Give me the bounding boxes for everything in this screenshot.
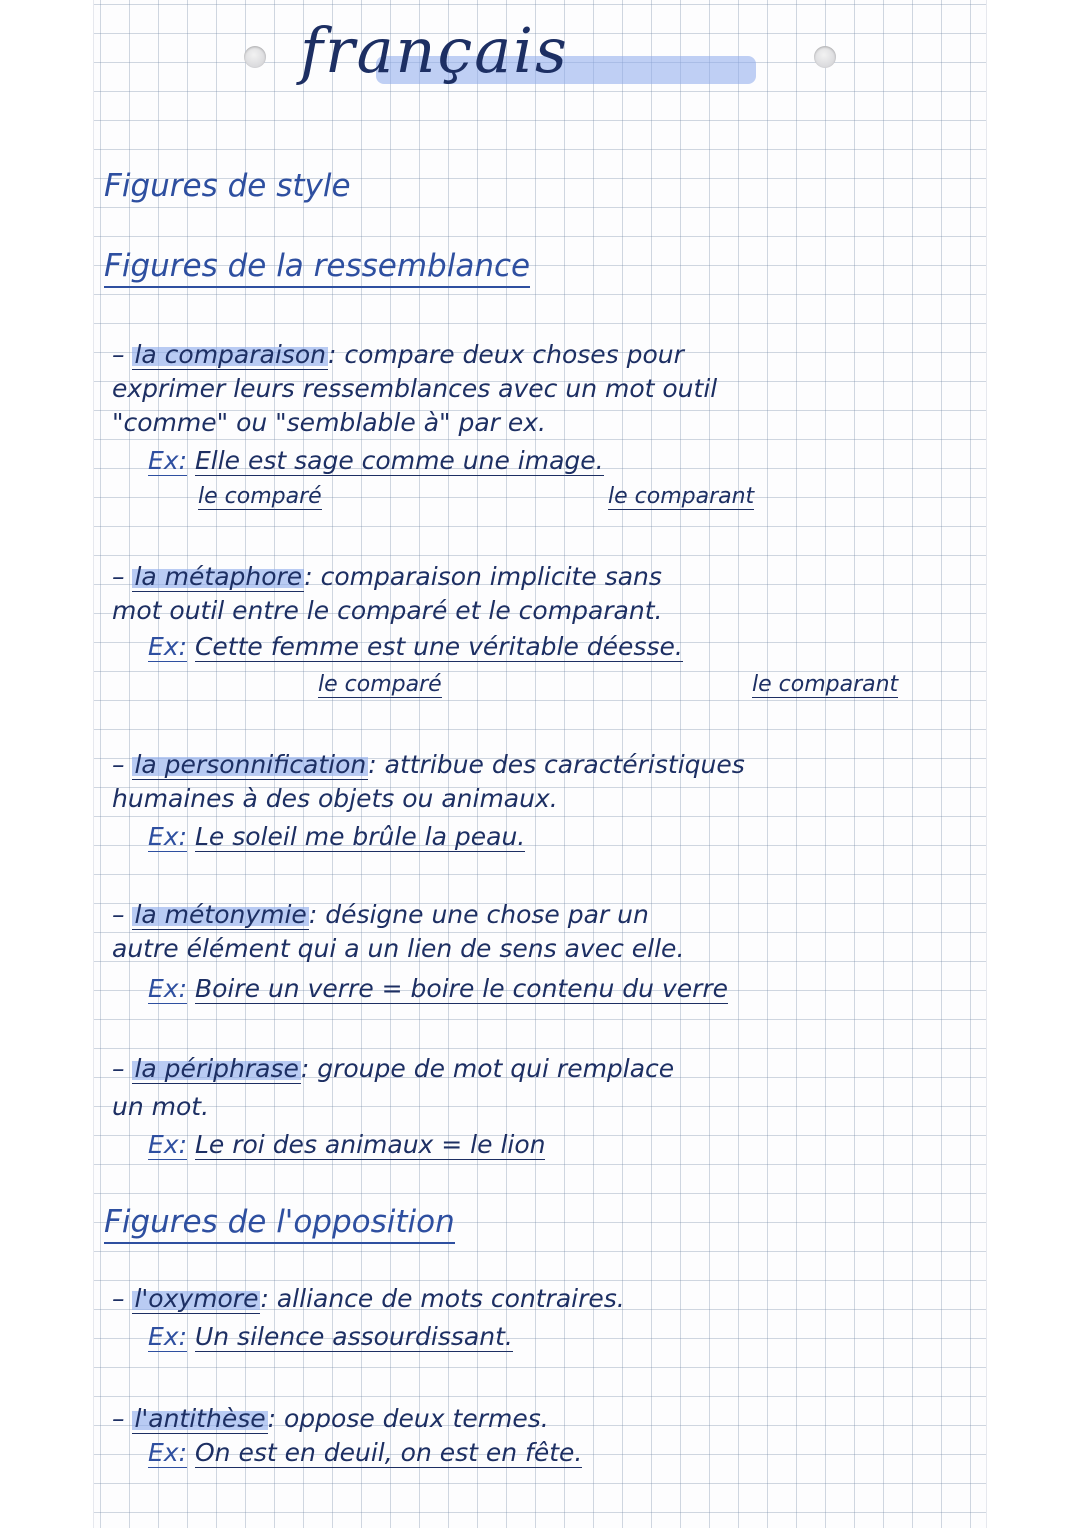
definition-line: : compare deux choses pour bbox=[327, 340, 684, 369]
example-text: Boire un verre = boire le contenu du verre bbox=[194, 974, 729, 1003]
role-comparing: le comparant bbox=[752, 672, 899, 697]
example-text: Le soleil me brûle la peau. bbox=[194, 822, 526, 851]
role-compared: le comparé bbox=[198, 484, 322, 509]
example-label: Ex: bbox=[148, 1130, 188, 1159]
example-text: Elle est sage comme une image. bbox=[194, 446, 604, 475]
example-text: On est en deuil, on est en fête. bbox=[194, 1438, 583, 1467]
punch-hole-right bbox=[814, 46, 836, 68]
example-text: Le roi des animaux = le lion bbox=[194, 1130, 546, 1159]
definition-line: : attribue des caractéristiques bbox=[368, 750, 745, 779]
term-label: l'antithèse bbox=[134, 1404, 266, 1433]
section-heading-resemblance: Figures de la ressemblance bbox=[104, 248, 530, 288]
role-comparing: le comparant bbox=[608, 484, 755, 509]
term-label: la comparaison bbox=[134, 340, 326, 369]
definition-line: : désigne une chose par un bbox=[308, 900, 649, 929]
definition-line: : groupe de mot qui remplace bbox=[300, 1054, 675, 1083]
definition-line: exprimer leurs ressemblances avec un mot outil bbox=[112, 374, 718, 403]
example-text: Un silence assourdissant. bbox=[194, 1322, 513, 1351]
definition-line: autre élément qui a un lien de sens avec elle. bbox=[112, 934, 685, 963]
main-heading: Figures de style bbox=[104, 168, 351, 204]
role-compared: le comparé bbox=[318, 672, 442, 697]
section-heading-opposition: Figures de l'opposition bbox=[104, 1204, 455, 1244]
example-text: Cette femme est une véritable déesse. bbox=[194, 632, 683, 661]
term-label: l'oxymore bbox=[134, 1284, 259, 1313]
example-label: Ex: bbox=[148, 822, 188, 851]
term-label: la métaphore bbox=[134, 562, 303, 591]
definition-line: humaines à des objets ou animaux. bbox=[112, 784, 558, 813]
definition-line: : oppose deux termes. bbox=[267, 1404, 549, 1433]
example-label: Ex: bbox=[148, 446, 188, 475]
definition-line: : alliance de mots contraires. bbox=[260, 1284, 625, 1313]
punch-hole-left bbox=[244, 46, 266, 68]
definition-line: un mot. bbox=[112, 1092, 210, 1121]
example-label: Ex: bbox=[148, 974, 188, 1003]
page-title: français bbox=[300, 14, 569, 87]
definition-line: mot outil entre le comparé et le comparant. bbox=[112, 596, 663, 625]
example-label: Ex: bbox=[148, 632, 188, 661]
definition-line: : comparaison implicite sans bbox=[304, 562, 662, 591]
definition-line: "comme" ou "semblable à" par ex. bbox=[112, 408, 546, 437]
term-label: la métonymie bbox=[134, 900, 307, 929]
example-label: Ex: bbox=[148, 1438, 188, 1467]
term-label: la personnification bbox=[134, 750, 367, 779]
term-label: la périphrase bbox=[134, 1054, 299, 1083]
example-label: Ex: bbox=[148, 1322, 188, 1351]
